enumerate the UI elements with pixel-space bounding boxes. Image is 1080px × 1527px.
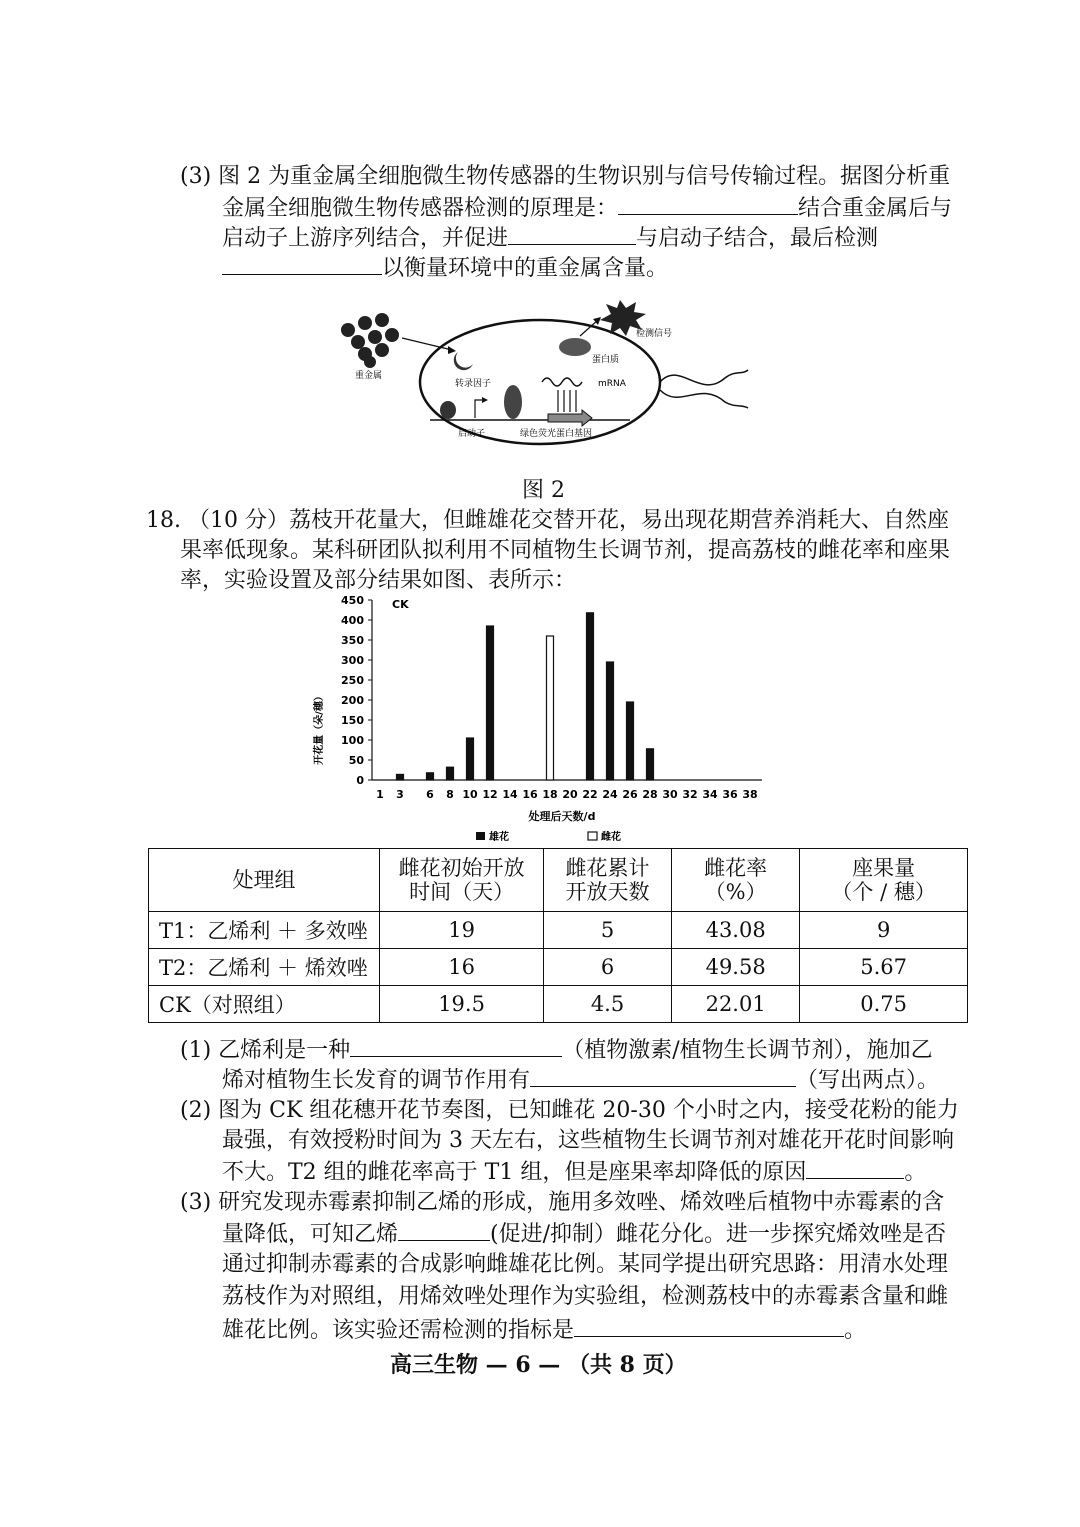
bar-male-day-8 xyxy=(447,767,454,780)
x-tick-label: 8 xyxy=(446,788,454,801)
q18-part3-line1: (3) 研究发现赤霉素抑制乙烯的形成，施用多效唑、烯效唑后植物中赤霉素的含 xyxy=(180,1190,945,1215)
table-header-cell: 雌花初始开放 时间（天） xyxy=(380,849,544,912)
table-header-cell: 雌花累计 开放天数 xyxy=(544,849,672,912)
answer-blank[interactable] xyxy=(530,1064,796,1087)
table-row: T2：乙烯利 ＋ 烯效唑 16 6 49.58 5.67 xyxy=(149,949,968,986)
q18-part3-line4: 荔枝作为对照组，用烯效唑处理作为实验组，检测荔枝中的赤霉素含量和雌 xyxy=(222,1284,949,1309)
results-table xyxy=(148,848,968,1023)
y-tick-label: 0 xyxy=(356,774,364,787)
legend-label-female: 雌花 xyxy=(601,832,621,843)
flowering-chart xyxy=(300,590,780,850)
y-tick-label: 200 xyxy=(341,694,364,707)
svg-text:检测信号: 检测信号 xyxy=(636,329,673,339)
x-tick-label: 26 xyxy=(622,788,638,801)
x-tick-label: 20 xyxy=(562,788,578,801)
legend-label-male: 雄花 xyxy=(489,832,509,843)
legend-swatch-female xyxy=(588,832,597,840)
y-tick-label: 250 xyxy=(341,674,364,687)
x-axis-label: 处理后天数/d xyxy=(528,810,596,823)
q18-part1-line2: 烯对植物生长发育的调节作用有 （写出两点）。 xyxy=(222,1064,939,1096)
x-tick-label: 30 xyxy=(662,788,678,801)
bar-male-day-28 xyxy=(647,749,654,780)
x-tick-label: 14 xyxy=(502,788,518,801)
bars xyxy=(397,613,654,780)
q17-part3-line3: 启动子上游序列结合，并促进 与启动子结合，最后检测 xyxy=(222,222,878,254)
label-heavy-metal: 重金属 xyxy=(355,371,383,381)
transcription-factor-shape xyxy=(454,352,473,370)
x-axis xyxy=(376,788,757,801)
bar-male-day-22 xyxy=(587,613,594,780)
x-tick-label: 38 xyxy=(742,788,758,801)
x-tick-label: 3 xyxy=(396,788,404,801)
answer-blank[interactable] xyxy=(806,1156,904,1179)
flagellum xyxy=(660,370,748,385)
q18-part3-line2: 量降低，可知乙烯 (促进/抑制）雌花分化。进一步探究烯效唑是否 xyxy=(222,1218,946,1250)
q18-line1: 18. （10 分）荔枝开花量大，但雌雄花交替开花，易出现花期营养消耗大、自然座 xyxy=(146,508,949,533)
y-tick-label: 150 xyxy=(341,714,364,727)
x-tick-label: 10 xyxy=(462,788,478,801)
answer-blank[interactable] xyxy=(398,1218,490,1241)
bar-male-day-12 xyxy=(487,626,494,780)
rna-polymerase-shape xyxy=(504,385,522,419)
x-tick-label: 18 xyxy=(542,788,558,801)
svg-text:mRNA: mRNA xyxy=(598,379,626,389)
q18-part2-line1: (2) 图为 CK 组花穗开花节奏图，已知雌花 20-30 个小时之内，接受花粉的能力 xyxy=(180,1098,959,1123)
legend-swatch-male xyxy=(476,832,485,840)
heavy-metal-particles xyxy=(341,313,399,368)
x-tick-label: 12 xyxy=(482,788,498,801)
q18-part3-line5: 雄花比例。该实验还需检测的指标是 。 xyxy=(222,1314,866,1346)
y-tick-label: 300 xyxy=(341,654,364,667)
bar-male-day-26 xyxy=(627,702,634,780)
bar-male-day-3 xyxy=(397,774,404,780)
x-tick-label: 22 xyxy=(582,788,598,801)
table-header-row xyxy=(149,849,968,912)
x-tick-label: 24 xyxy=(602,788,618,801)
x-tick-label: 36 xyxy=(722,788,738,801)
x-tick-label: 34 xyxy=(702,788,718,801)
x-tick-label: 6 xyxy=(426,788,434,801)
y-tick-label: 350 xyxy=(341,634,364,647)
table-row: CK（对照组） 19.5 4.5 22.01 0.75 xyxy=(149,986,968,1023)
y-tick-label: 100 xyxy=(341,734,364,747)
q18-part2-line2: 最强，有效授粉时间为 3 天左右，这些植物生长调节剂对雄花开花时间影响 xyxy=(222,1128,954,1153)
chart-title: CK xyxy=(392,598,409,611)
q17-part3-line4: 以衡量环境中的重金属含量。 xyxy=(222,252,668,284)
q18-line2: 果率低现象。某科研团队拟利用不同植物生长调节剂，提高荔枝的雌花率和座果 xyxy=(180,538,951,563)
x-tick-label: 1 xyxy=(376,788,384,801)
table-row: T1：乙烯利 ＋ 多效唑 19 5 43.08 9 xyxy=(149,912,968,949)
table-header-cell: 雌花率 （%） xyxy=(672,849,800,912)
page-footer: 高三生物 — 6 — （共 8 页） xyxy=(390,1352,687,1378)
svg-text:启动子: 启动子 xyxy=(458,429,486,439)
y-tick-label: 50 xyxy=(348,754,364,767)
table-header-cell: 座果量 （个 / 穗） xyxy=(800,849,968,912)
figure2-diagram xyxy=(330,290,750,450)
x-tick-label: 32 xyxy=(682,788,698,801)
y-tick-label: 450 xyxy=(341,594,364,607)
svg-text:绿色荧光蛋白基因: 绿色荧光蛋白基因 xyxy=(520,429,593,439)
figure2-caption: 图 2 xyxy=(522,478,565,503)
q18-line3: 率，实验设置及部分结果如图、表所示： xyxy=(180,568,577,593)
x-tick-label: 28 xyxy=(642,788,658,801)
answer-blank[interactable] xyxy=(350,1034,562,1057)
bar-male-day-24 xyxy=(607,662,614,780)
bar-male-day-10 xyxy=(467,738,474,780)
q18-part3-line3: 通过抑制赤霉素的合成影响雌雄花比例。某同学提出研究思路：用清水处理 xyxy=(222,1252,949,1277)
svg-text:蛋白质: 蛋白质 xyxy=(592,355,620,365)
table-header-cell: 处理组 xyxy=(149,849,380,912)
y-axis-label: 开花量（朵/穗） xyxy=(314,691,325,765)
answer-blank[interactable] xyxy=(574,1314,844,1337)
q17-part3-line1: (3) 图 2 为重金属全细胞微生物传感器的生物识别与信号传输过程。据图分析重 xyxy=(180,164,951,189)
q18-part2-line3: 不大。T2 组的雌花率高于 T1 组，但是座果率却降低的原因 。 xyxy=(222,1156,926,1188)
bar-female-day-18 xyxy=(547,636,554,780)
legend xyxy=(476,830,621,843)
gfp-gene-arrow xyxy=(548,410,592,426)
x-tick-label: 16 xyxy=(522,788,538,801)
answer-blank[interactable] xyxy=(508,222,636,245)
q18-part1-line1: (1) 乙烯利是一种 （植物激素/植物生长调节剂），施加乙 xyxy=(180,1034,933,1066)
svg-text:转录因子: 转录因子 xyxy=(455,379,492,389)
protein-shape xyxy=(559,338,591,356)
answer-blank[interactable] xyxy=(222,252,382,275)
bar-male-day-6 xyxy=(427,773,434,780)
y-tick-label: 400 xyxy=(341,614,364,627)
q17-part3-line2: 金属全细胞微生物传感器检测的原理是： 结合重金属后与 xyxy=(222,192,952,224)
answer-blank[interactable] xyxy=(618,192,798,215)
